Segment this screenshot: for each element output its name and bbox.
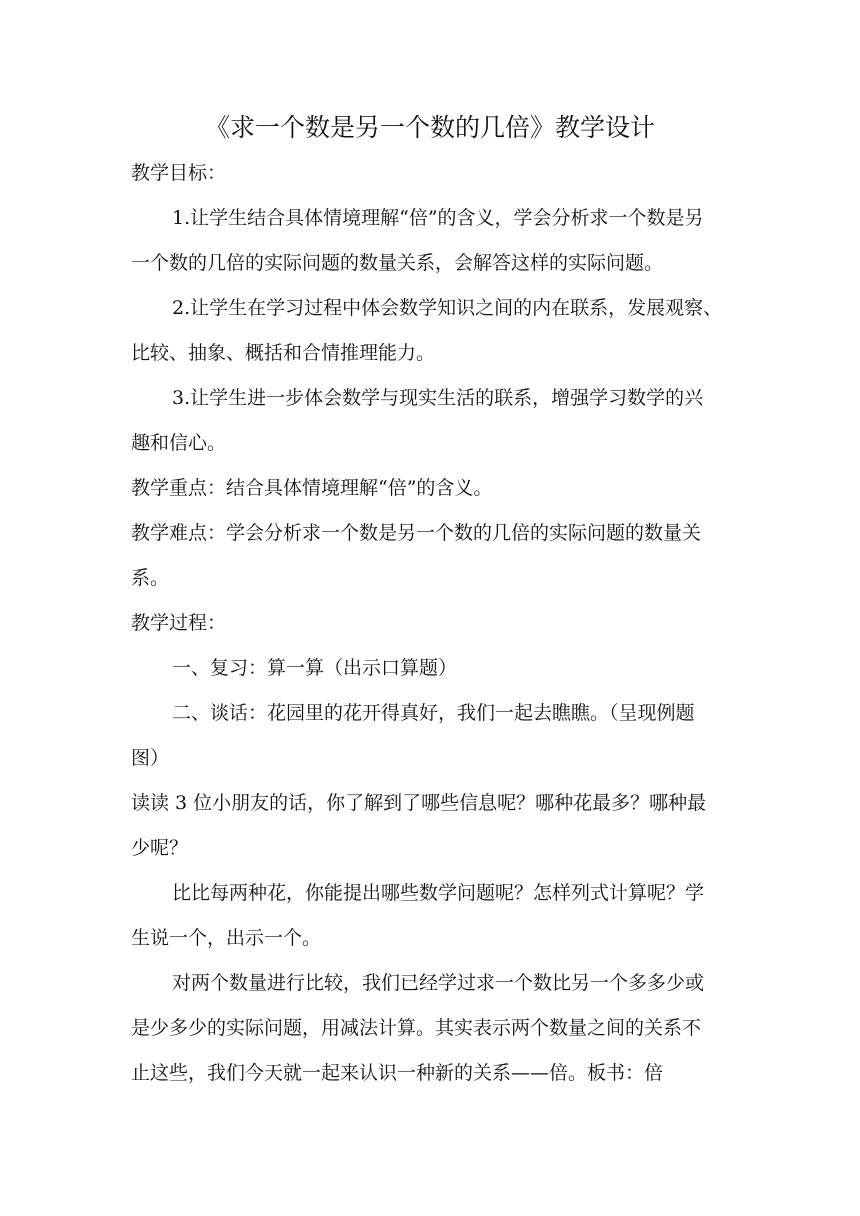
paragraph-line: 3.让学生进一步体会数学与现实生活的联系，增强学习数学的兴 — [172, 387, 704, 409]
paragraph-line: 比比每两种花，你能提出哪些数学问题呢？怎样列式计算呢？学 — [172, 882, 705, 904]
paragraph-line: 是少多少的实际问题，用减法计算。其实表示两个数量之间的关系不 — [131, 1017, 702, 1039]
paragraph-line: 比较、抽象、概括和合情推理能力。 — [131, 342, 436, 364]
paragraph-line: 读读 3 位小朋友的话，你了解到了哪些信息呢？哪种花最多？哪种最 — [131, 792, 707, 814]
paragraph-line: 图） — [131, 747, 170, 769]
paragraph-line: 趣和信心。 — [131, 432, 227, 454]
paragraph-line: 二、谈话：花园里的花开得真好，我们一起去瞧瞧。（呈现例题 — [172, 702, 695, 724]
paragraph-line: 对两个数量进行比较，我们已经学过求一个数比另一个多多少或 — [172, 972, 705, 994]
paragraph-line: 一、复习：算一算（出示口算题） — [172, 657, 458, 679]
section-heading-process: 教学过程： — [131, 612, 227, 634]
section-heading-objectives: 教学目标： — [131, 162, 227, 184]
paragraph-line: 2.让学生在学习过程中体会数学知识之间的内在联系，发展观察、 — [172, 297, 723, 319]
paragraph-line: 止这些，我们今天就一起来认识一种新的关系——倍。板书：倍 — [131, 1062, 664, 1084]
paragraph-line: 1.让学生结合具体情境理解“倍”的含义，学会分析求一个数是另 — [172, 207, 704, 229]
paragraph-line: 系。 — [131, 567, 170, 589]
paragraph-line: 一个数的几倍的实际问题的数量关系，会解答这样的实际问题。 — [131, 252, 664, 274]
paragraph-line: 少呢？ — [131, 837, 189, 859]
document-title: 《求一个数是另一个数的几倍》教学设计 — [204, 113, 655, 142]
section-key-points: 教学重点：结合具体情境理解“倍”的含义。 — [131, 477, 493, 499]
section-difficult-points: 教学难点：学会分析求一个数是另一个数的几倍的实际问题的数量关 — [131, 522, 702, 544]
paragraph-line: 生说一个，出示一个。 — [131, 927, 322, 949]
